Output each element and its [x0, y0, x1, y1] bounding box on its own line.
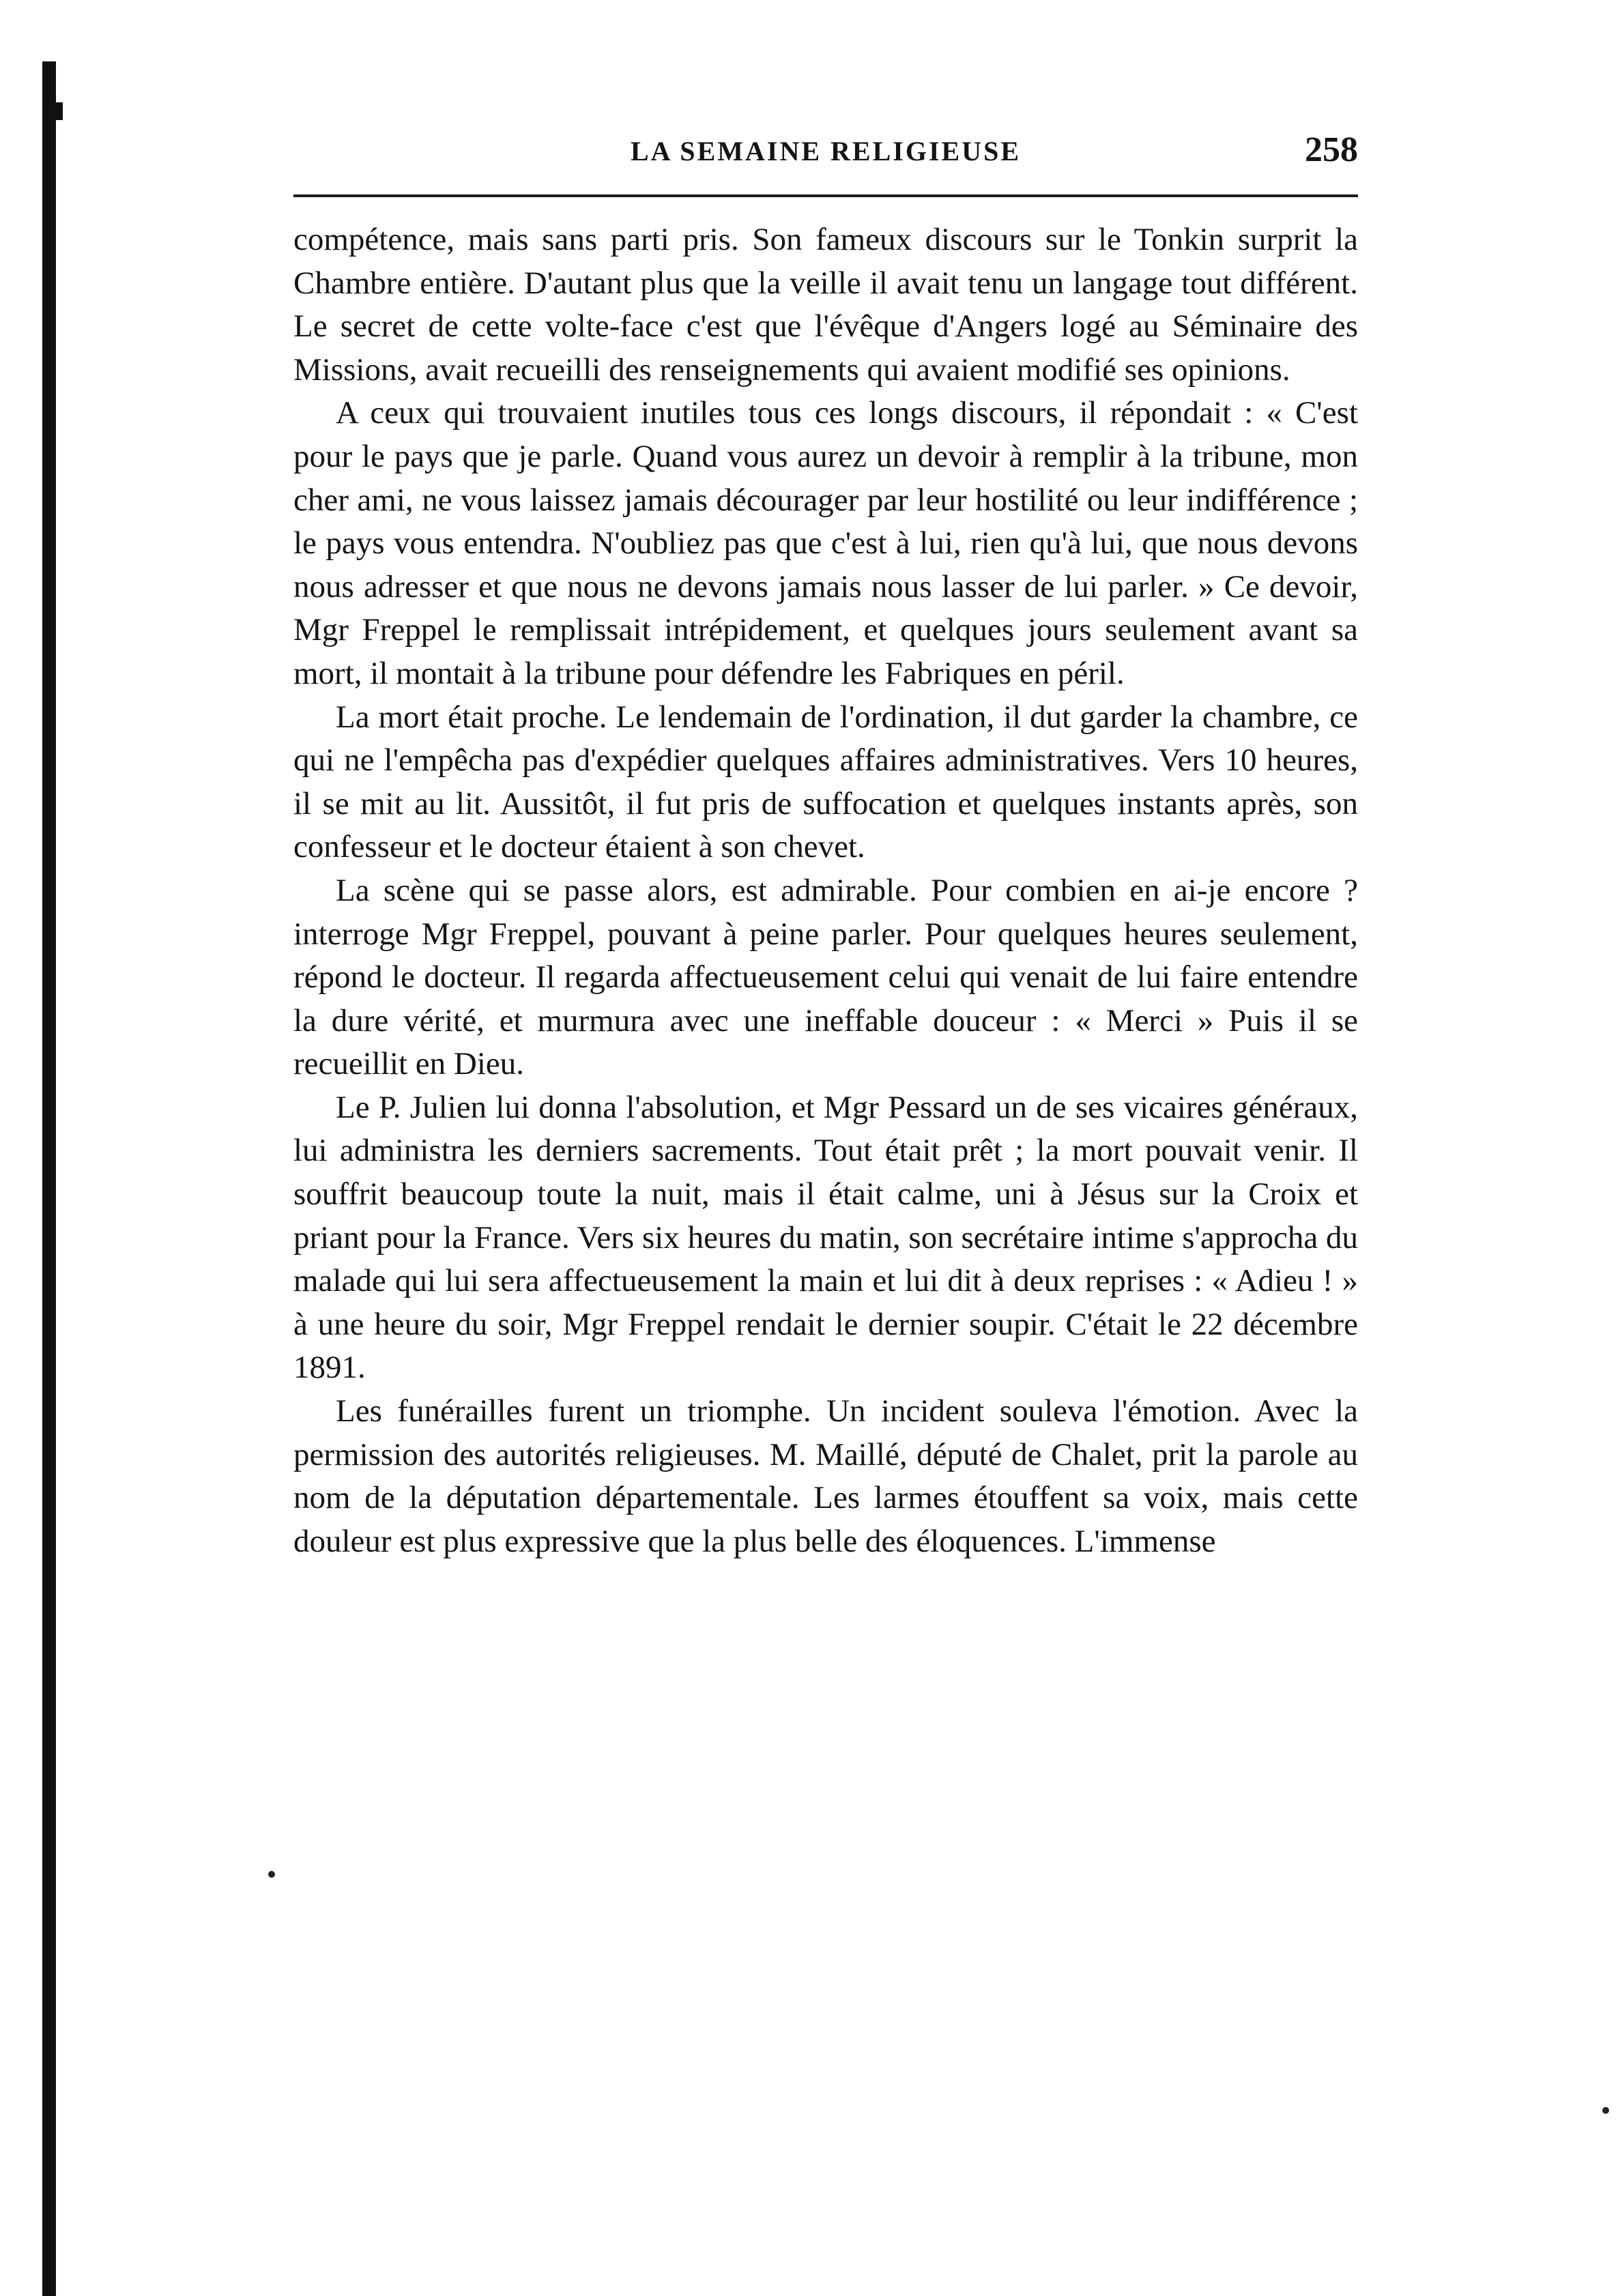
- margin-speck: [268, 1871, 275, 1878]
- running-header: [293, 130, 1358, 177]
- book-spine-shadow: [42, 61, 56, 2296]
- paragraph-2: A ceux qui trouvaient inutiles tous ces longs discours, il répondait : « C'est pour le pays que je parle. Quand vous aurez un devoir à remplir à la tribune, mon cher ami, ne vous laissez jamais décourager par leur hostilité ou leur indifférence ; le pays vous entendra. N'oubliez pas que c'est à lui, rien qu'à lui, que nous devons nous adresser et que nous ne devons jamais nous lasser de lui parler. » Ce devoir, Mgr Freppel le remplissait intrépidement, et quelques jours seulement avant sa mort, il montait à la tribune pour défendre les Fabriques en péril.: [293, 395, 1358, 691]
- paragraph-5: Le P. Julien lui donna l'absolution, et Mgr Pessard un de ses vicaires généraux, lui administra les derniers sacrements. Tout était prêt ; la mort pouvait venir. Il souffrit beaucoup toute la nuit, mais il était calme, uni à Jésus sur la Croix et priant pour la France. Vers six heures du matin, son secrétaire intime s'approcha du malade qui lui sera affectueusement la main et lui dit à deux reprises : « Adieu ! » à une heure du soir, Mgr Freppel rendait le dernier soupir. C'était le 22 décembre 1891.: [293, 1089, 1358, 1386]
- body-text: [293, 218, 1358, 1563]
- header-rule: [293, 194, 1358, 197]
- running-title: LA SEMAINE RELIGIEUSE: [630, 136, 1022, 166]
- book-page: [293, 0, 1358, 2296]
- spine-binding-mark: [48, 102, 63, 120]
- margin-speck: [1602, 2107, 1609, 2114]
- paragraph-1: compétence, mais sans parti pris. Son fameux discours sur le Tonkin surprit la Chambre entière. D'autant plus que la veille il avait tenu un langage tout différent. Le secret de cette volte-face c'est que l'évêque d'Angers logé au Séminaire des Missions, avait recueilli des renseignements qui avaient modifié ses opinions.: [293, 222, 1358, 388]
- paragraph-3: La mort était proche. Le lendemain de l'ordination, il dut garder la chambre, ce qui ne l'empêcha pas d'expédier quelques affaires administratives. Vers 10 heures, il se mit au lit. Aussitôt, il fut pris de suffocation et quelques instants après, son confesseur et le docteur étaient à son chevet.: [293, 699, 1358, 865]
- page-number: 258: [1305, 130, 1358, 169]
- paragraph-4: La scène qui se passe alors, est admirable. Pour combien en ai-je encore ? interroge Mgr Freppel, pouvant à peine parler. Pour quelques heures seulement, répond le docteur. Il regarda affectueusement celui qui venait de lui faire entendre la dure vérité, et murmura avec une ineffable douceur : « Merci » Puis il se recueillit en Dieu.: [293, 872, 1358, 1082]
- paragraph-6: Les funérailles furent un triomphe. Un incident souleva l'émotion. Avec la permission des autorités religieuses. M. Maillé, député de Chalet, prit la parole au nom de la députation départementale. Les larmes étouffent sa voix, mais cette douleur est plus expressive que la plus belle des éloquences. L'immense: [293, 1393, 1358, 1559]
